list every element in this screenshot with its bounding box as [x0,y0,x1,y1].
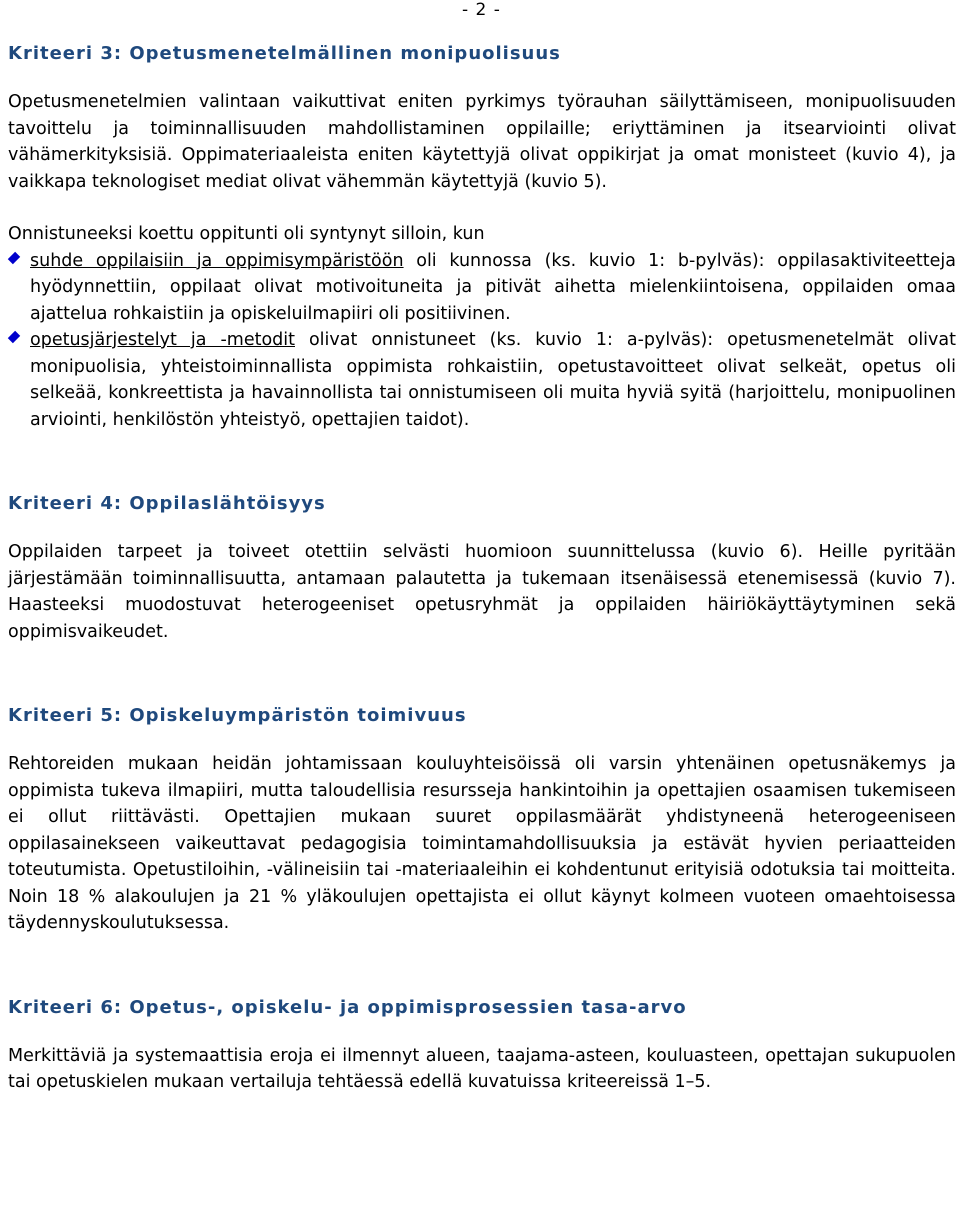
section-paragraph: Merkittäviä ja systemaattisia eroja ei ilmennyt alueen, taajama-asteen, kouluasteen, opettajan sukupuolen tai opetuskielen mukaan vertailuja tehtäessä edellä kuvatuissa kriteereissä 1–5. [8,1045,956,1092]
bullet-text: olivat onnistuneet (ks. kuvio 1: a-pylväs): opetusmenetelmät olivat monipuolisia, yhteistoiminnallista oppimista rohkaistiin, opetustavoitteet olivat selkeät, opetus oli selkeää, konkreettista ja havainnollista tai onnistumiseen oli muita hyviä syitä (harjoittelu, monipuolinen arviointi, henkilöstön yhteistyö, opettajien taidot). [30,330,956,430]
section-heading-kriteeri-5: Kriteeri 5: Opiskeluympäristön toimivuus [8,705,467,726]
bullet-item [8,327,956,433]
bullet-text: oli kunnossa (ks. kuvio 1: b-pylväs): oppilasaktiviteetteja hyödynnettiin, oppilaat olivat motivoituneita ja pitivät aihetta mielenkiintoisena, oppilaiden omaa ajattelua rohkaistiin ja opiskeluilmapiiri oli positiivinen. [30,250,956,324]
section-paragraph: Oppilaiden tarpeet ja toiveet otettiin selvästi huomioon suunnittelussa (kuvio 6). Heille pyritään järjestämään toiminnallisuutta, antamaan palautetta ja tukemaan itsenäisessä etenemisessä (kuvio 7). Haasteeksi muodostuvat heterogeeniset opetusryhmät ja oppilaiden häiriökäyttäytyminen sekä oppimisvaikeudet. [8,542,956,642]
section-paragraph: Opetusmenetelmien valintaan vaikuttivat eniten pyrkimys työrauhan säilyttämiseen, monipuolisuuden tavoittelu ja toiminnallisuuden mahdollistaminen oppilaille; eriyttäminen ja itsearviointi olivat vähämerkityksisiä. Oppimateriaaleista eniten käytettyjä olivat oppikirjat ja omat monisteet (kuvio 4), ja vaikkapa teknologiset mediat olivat vähemmän käytettyjä (kuvio 5). [8,92,956,192]
bullet-item [8,248,956,328]
document-body [8,41,956,1096]
section-paragraph: Rehtoreiden mukaan heidän johtamissaan kouluyhteisöissä oli varsin yhtenäinen opetusnäkemys ja oppimista tukeva ilmapiiri, mutta taloudellisia resursseja hankintoihin ja opettajien osaamisen tukemiseen ei ollut riittävästi. Opettajien mukaan suuret oppilasmäärät yhdistyneenä heterogeeniseen oppilasainekseen vaikeuttavat pedagogisia toimintamahdollisuuksia ja estävät hyvien periaatteiden toteutumista. Opetustiloihin, -välineisiin tai -materiaaleihin ei kohdentunut erityisiä odotuksia tai moitteita. Noin 18 % alakoulujen ja 21 % yläkoulujen opettajista ei ollut käynyt kolmeen vuoteen omaehtoisessa täydennyskoulutuksessa. [8,754,956,933]
bullet-underlined-text: suhde oppilaisiin ja oppimisympäristöön [30,250,404,271]
diamond-bullet-icon [8,331,20,343]
section-intro: Onnistuneeksi koettu oppitunti oli syntynyt silloin, kun [8,224,485,244]
bullet-underlined-text: opetusjärjestelyt ja -metodit [30,330,295,350]
section-heading-kriteeri-6: Kriteeri 6: Opetus-, opiskelu- ja oppimisprosessien tasa-arvo [8,996,687,1018]
section-heading-kriteeri-4: Kriteeri 4: Oppilaslähtöisyys [8,493,326,514]
page-number: - 2 - [462,0,501,20]
diamond-bullet-icon [8,251,20,263]
section-heading-kriteeri-3: Kriteeri 3: Opetusmenetelmällinen monipuolisuus [8,43,561,64]
bullet-list [8,248,956,434]
